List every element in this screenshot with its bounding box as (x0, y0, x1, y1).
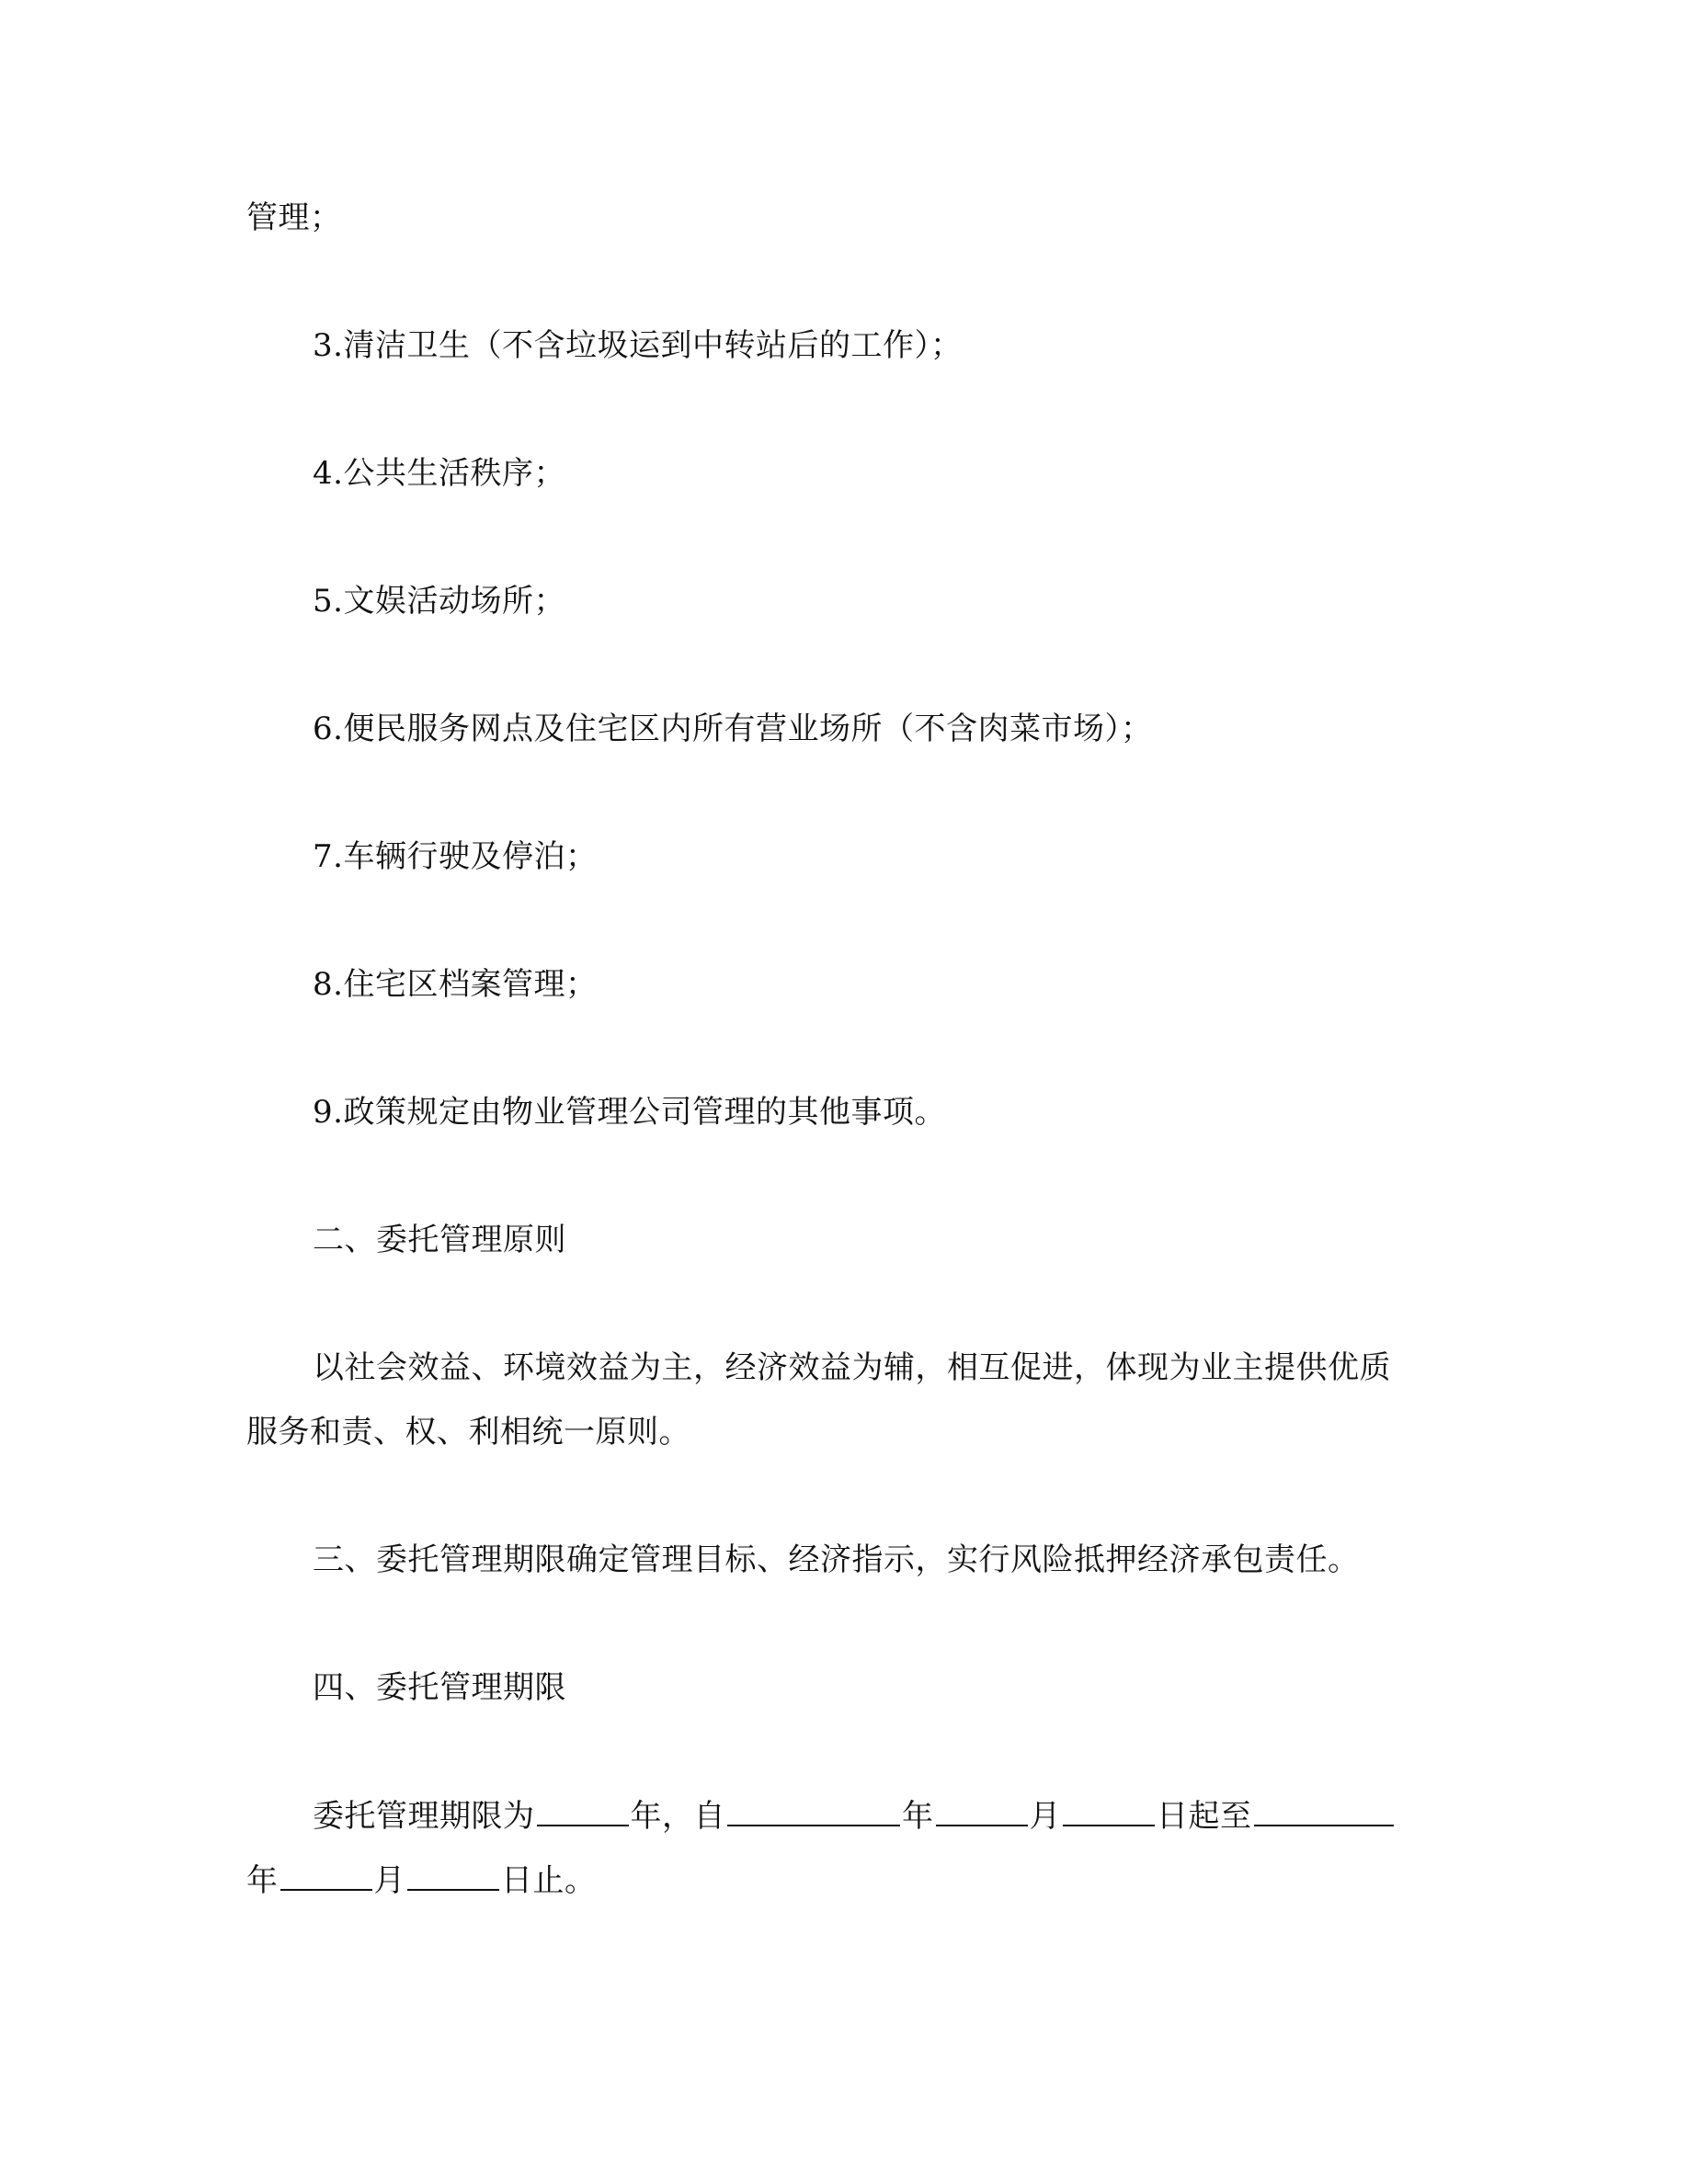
text-line: 管理； (246, 199, 342, 236)
paragraph-line: 以社会效益、环境效益为主，经济效益为辅，相互促进，体现为业主提供优质 (313, 1349, 1391, 1386)
term-text: 年，自 (630, 1798, 725, 1835)
blank-field (1254, 1793, 1394, 1826)
blank-field (727, 1793, 900, 1826)
section-heading: 三、委托管理期限确定管理目标、经济指示，实行风险抵押经济承包责任。 (313, 1541, 1360, 1578)
list-item: 4.公共生活秩序； (313, 455, 565, 492)
list-item: 8.住宅区档案管理； (313, 966, 598, 1003)
blank-field (1063, 1793, 1155, 1826)
paragraph-line: 服务和责、权、利相统一原则。 (246, 1414, 690, 1450)
term-text: 年 (246, 1862, 279, 1899)
list-item: 9.政策规定由物业管理公司管理的其他事项。 (313, 1094, 946, 1131)
term-text: 日起至 (1157, 1798, 1252, 1835)
blank-field (407, 1858, 499, 1891)
term-text: 年 (902, 1798, 934, 1835)
term-text: 委托管理期限为 (313, 1798, 535, 1835)
section-heading: 二、委托管理原则 (313, 1222, 566, 1258)
term-line (313, 1793, 1526, 1838)
list-item: 5.文娱活动场所； (313, 583, 565, 620)
blank-field (280, 1858, 372, 1891)
blank-field (537, 1793, 629, 1826)
list-item: 7.车辆行驶及停泊； (313, 838, 598, 875)
term-text: 月 (373, 1862, 405, 1899)
term-text: 日止。 (501, 1862, 597, 1899)
list-item: 6.便民服务网点及住宅区内所有营业场所（不含肉菜市场）； (313, 711, 1153, 747)
blank-field (936, 1793, 1028, 1826)
list-item: 3.清洁卫生（不含垃圾运到中转站后的工作）； (313, 327, 963, 364)
section-heading: 四、委托管理期限 (313, 1669, 566, 1706)
term-text: 月 (1029, 1798, 1061, 1835)
term-line (246, 1858, 1460, 1903)
